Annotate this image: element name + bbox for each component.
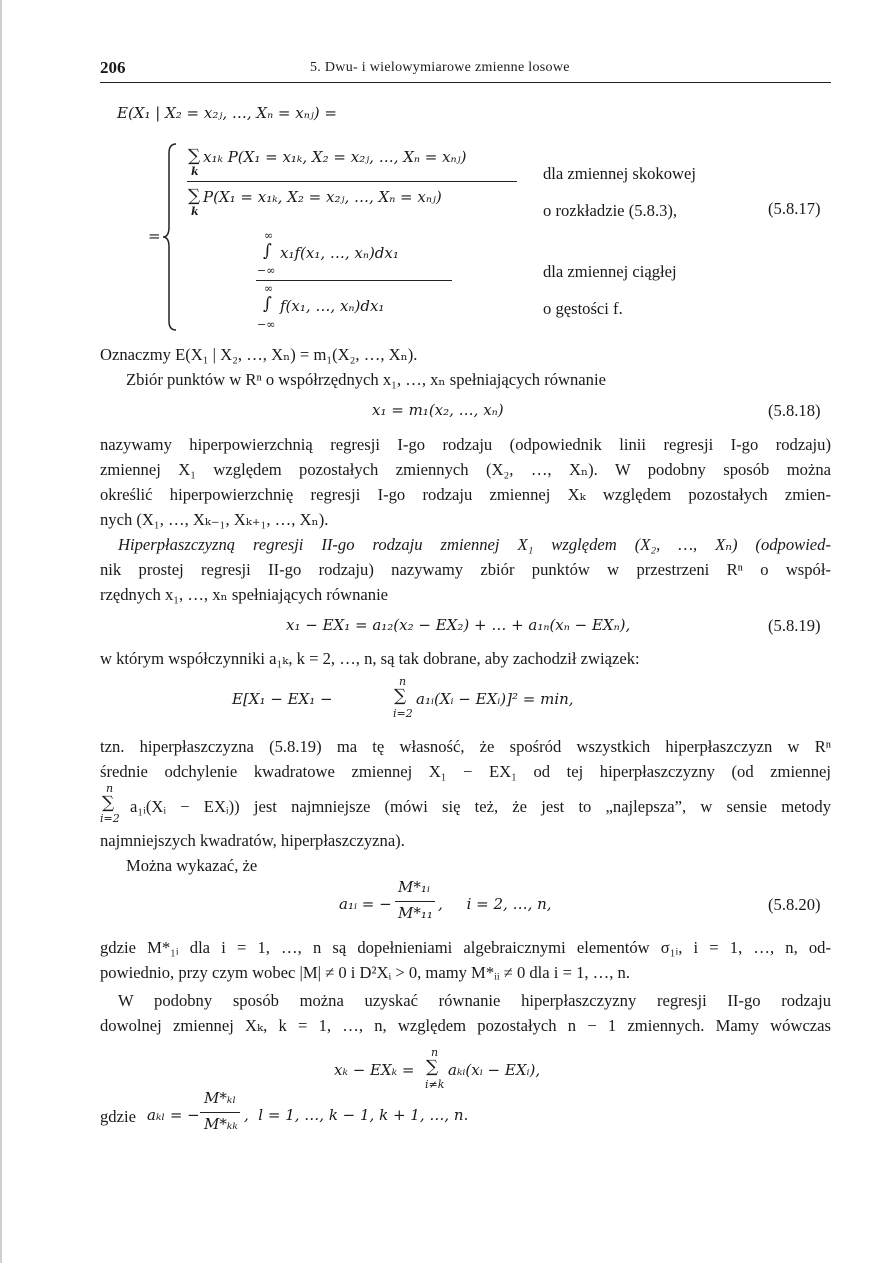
- paragraph-line: dowolnej zmiennej Xₖ, k = 1, …, n, względem pozostałych n − 1 zmiennych. Mamy wówczas: [100, 1016, 831, 1035]
- paragraph-mozna-wykazac: Można wykazać, że: [126, 856, 258, 875]
- eq-final-right: aₖᵢ(xᵢ − EXᵢ),: [448, 1061, 541, 1079]
- eq-5-8-20-denominator: M*₁₁: [398, 904, 433, 922]
- eq-5-8-17-lhs: E(X₁ | X₂ = x₂ⱼ, …, Xₙ = xₙⱼ) =: [117, 104, 337, 122]
- paragraph-line: gdzie M*₁ᵢ dla i = 1, …, n są dopełnieniami algebraicznymi elementów σ₁ᵢ, i = 1, …, n, od-: [100, 938, 831, 957]
- paragraph-wspolczynniki: w którym współczynniki a₁ₖ, k = 2, …, n, są tak dobrane, aby zachodził związek:: [100, 649, 640, 668]
- integral-symbol: ∫: [263, 241, 272, 261]
- eq-akl-numerator: M*ₖₗ: [204, 1089, 236, 1107]
- discrete-condition-1: dla zmiennej skokowej: [543, 164, 696, 183]
- continuous-denominator: f(x₁, …, xₙ)dx₁: [280, 297, 385, 315]
- eq-5-8-19-body: x₁ − EX₁ = a₁₂(x₂ − EX₂) + … + a₁ₙ(xₙ − EXₙ),: [286, 616, 631, 634]
- paragraph-line: nazywamy hiperpowierzchnią regresji I-go rodzaju (odpowiednik linii regresji I-go rodzaju): [100, 435, 831, 454]
- continuous-fraction-bar: [256, 280, 452, 281]
- discrete-fraction-bar: [187, 181, 517, 182]
- discrete-denominator: P(X₁ = x₁ₖ, X₂ = x₂ⱼ, …, Xₙ = xₙⱼ): [203, 188, 442, 206]
- eq-min-right: a₁ᵢ(Xᵢ − EXᵢ)]² = min,: [416, 690, 574, 708]
- sum-index-k: k: [191, 205, 199, 218]
- running-title: 5. Dwu- i wielowymiarowe zmienne losowe: [310, 60, 570, 75]
- paragraph-line: a₁ᵢ(Xᵢ − EXᵢ)) jest najmniejsze (mówi się też, że jest to „najlepsza”, w sensie metody: [130, 797, 831, 816]
- continuous-condition-2: o gęstości f.: [543, 299, 623, 318]
- continuous-numerator: x₁f(x₁, …, xₙ)dx₁: [280, 244, 399, 262]
- eq-number-5-8-20: (5.8.20): [768, 895, 821, 914]
- paragraph-line: średnie odchylenie kwadratowe zmiennej X₁ − EX₁ od tej hiperpłaszczyzny (od zmiennej: [100, 762, 831, 781]
- paragraph-line: Hiperpłaszczyzną regresji II-go rodzaju zmiennej X₁ względem (X₂, …, Xₙ) (odpowied-: [118, 535, 831, 554]
- sum-symbol: ∑: [426, 1057, 439, 1077]
- sum-symbol: ∑: [394, 686, 407, 706]
- eq-5-8-17-equals: =: [148, 227, 161, 245]
- discrete-condition-2: o rozkładzie (5.8.3),: [543, 201, 678, 220]
- eq-number-5-8-18: (5.8.18): [768, 401, 821, 420]
- sum-lower-limit: i=2: [100, 812, 120, 825]
- eq-number-5-8-17: (5.8.17): [768, 199, 821, 218]
- paragraph-line: rzędnych x₁, …, xₙ spełniających równanie: [100, 585, 389, 604]
- sum-lower-limit: i≠k: [425, 1078, 445, 1091]
- sum-index-k: k: [191, 165, 199, 178]
- sum-symbol: ∑: [188, 146, 201, 166]
- sum-symbol: ∑: [188, 186, 201, 206]
- paragraph-oznaczmy: Oznaczmy E(X₁ | X₂, …, Xₙ) = m₁(X₂, …, Xₙ).: [100, 345, 418, 364]
- big-left-brace: [162, 143, 178, 331]
- paragraph-line: nik prostej regresji II-go rodzaju) nazywamy zbiór punktów w przestrzeni Rⁿ o współ-: [100, 560, 831, 579]
- header-rule: [100, 82, 831, 83]
- eq-5-8-18-body: x₁ = m₁(x₂, …, xₙ): [372, 401, 504, 419]
- eq-5-8-20-range: , i = 2, …, n,: [438, 895, 552, 913]
- sum-symbol: ∑: [102, 793, 115, 813]
- eq-min-left: E[X₁ − EX₁ −: [232, 690, 333, 708]
- page-number: 206: [100, 58, 126, 77]
- eq-akl-range: , l = 1, …, k − 1, k + 1, …, n.: [244, 1106, 469, 1124]
- sum-upper-limit: n: [431, 1046, 439, 1059]
- discrete-numerator: x₁ₖ P(X₁ = x₁ₖ, X₂ = x₂ⱼ, …, Xₙ = xₙⱼ): [203, 148, 467, 166]
- sum-upper-limit: n: [106, 782, 114, 795]
- paragraph-line: nych (X₁, …, Xₖ₋₁, Xₖ₊₁, …, Xₙ).: [100, 510, 329, 529]
- paragraph-line: W podobny sposób można uzyskać równanie hiperpłaszczyzny regresji II-go rodzaju: [118, 991, 831, 1010]
- continuous-condition-1: dla zmiennej ciągłej: [543, 262, 677, 281]
- sum-upper-limit: n: [399, 675, 407, 688]
- paragraph-line: powiednio, przy czym wobec |M| ≠ 0 i D²Xᵢ > 0, mamy M*ᵢᵢ ≠ 0 dla i = 1, …, n.: [100, 963, 631, 982]
- eq-akl-lhs: aₖₗ = −: [147, 1106, 200, 1124]
- eq-final-left: xₖ − EXₖ =: [334, 1061, 415, 1079]
- paragraph-line: tzn. hiperpłaszczyzna (5.8.19) ma tę własność, że spośród wszystkich hiperpłaszczyzn w Rⁿ: [100, 737, 831, 756]
- integral-upper-limit: ∞: [264, 282, 274, 295]
- eq-5-8-20-lhs: a₁ᵢ = −: [339, 895, 392, 913]
- paragraph-zbior-punktow: Zbiór punktów w Rⁿ o współrzędnych x₁, …, xₙ spełniających równanie: [126, 370, 606, 389]
- paragraph-line: określić hiperpowierzchnię regresji I-go rodzaju zmiennej Xₖ względem pozostałych zmien-: [100, 485, 831, 504]
- eq-akl-prefix: gdzie: [100, 1107, 136, 1126]
- eq-akl-denominator: M*ₖₖ: [204, 1115, 238, 1133]
- paragraph-line: zmiennej X₁ względem pozostałych zmiennych (X₂, …, Xₙ). W podobny sposób można: [100, 460, 831, 479]
- eq-5-8-20-fraction-bar: [395, 901, 435, 902]
- integral-symbol: ∫: [263, 294, 272, 314]
- eq-5-8-20-numerator: M*₁ᵢ: [398, 878, 430, 896]
- eq-akl-fraction-bar: [200, 1112, 240, 1113]
- integral-upper-limit: ∞: [264, 229, 274, 242]
- sum-lower-limit: i=2: [393, 707, 413, 720]
- paragraph-line: najmniejszych kwadratów, hiperpłaszczyzna).: [100, 831, 405, 850]
- integral-lower-limit: −∞: [257, 318, 276, 331]
- eq-number-5-8-19: (5.8.19): [768, 616, 821, 635]
- integral-lower-limit: −∞: [257, 264, 276, 277]
- scan-left-edge: [0, 0, 2, 1263]
